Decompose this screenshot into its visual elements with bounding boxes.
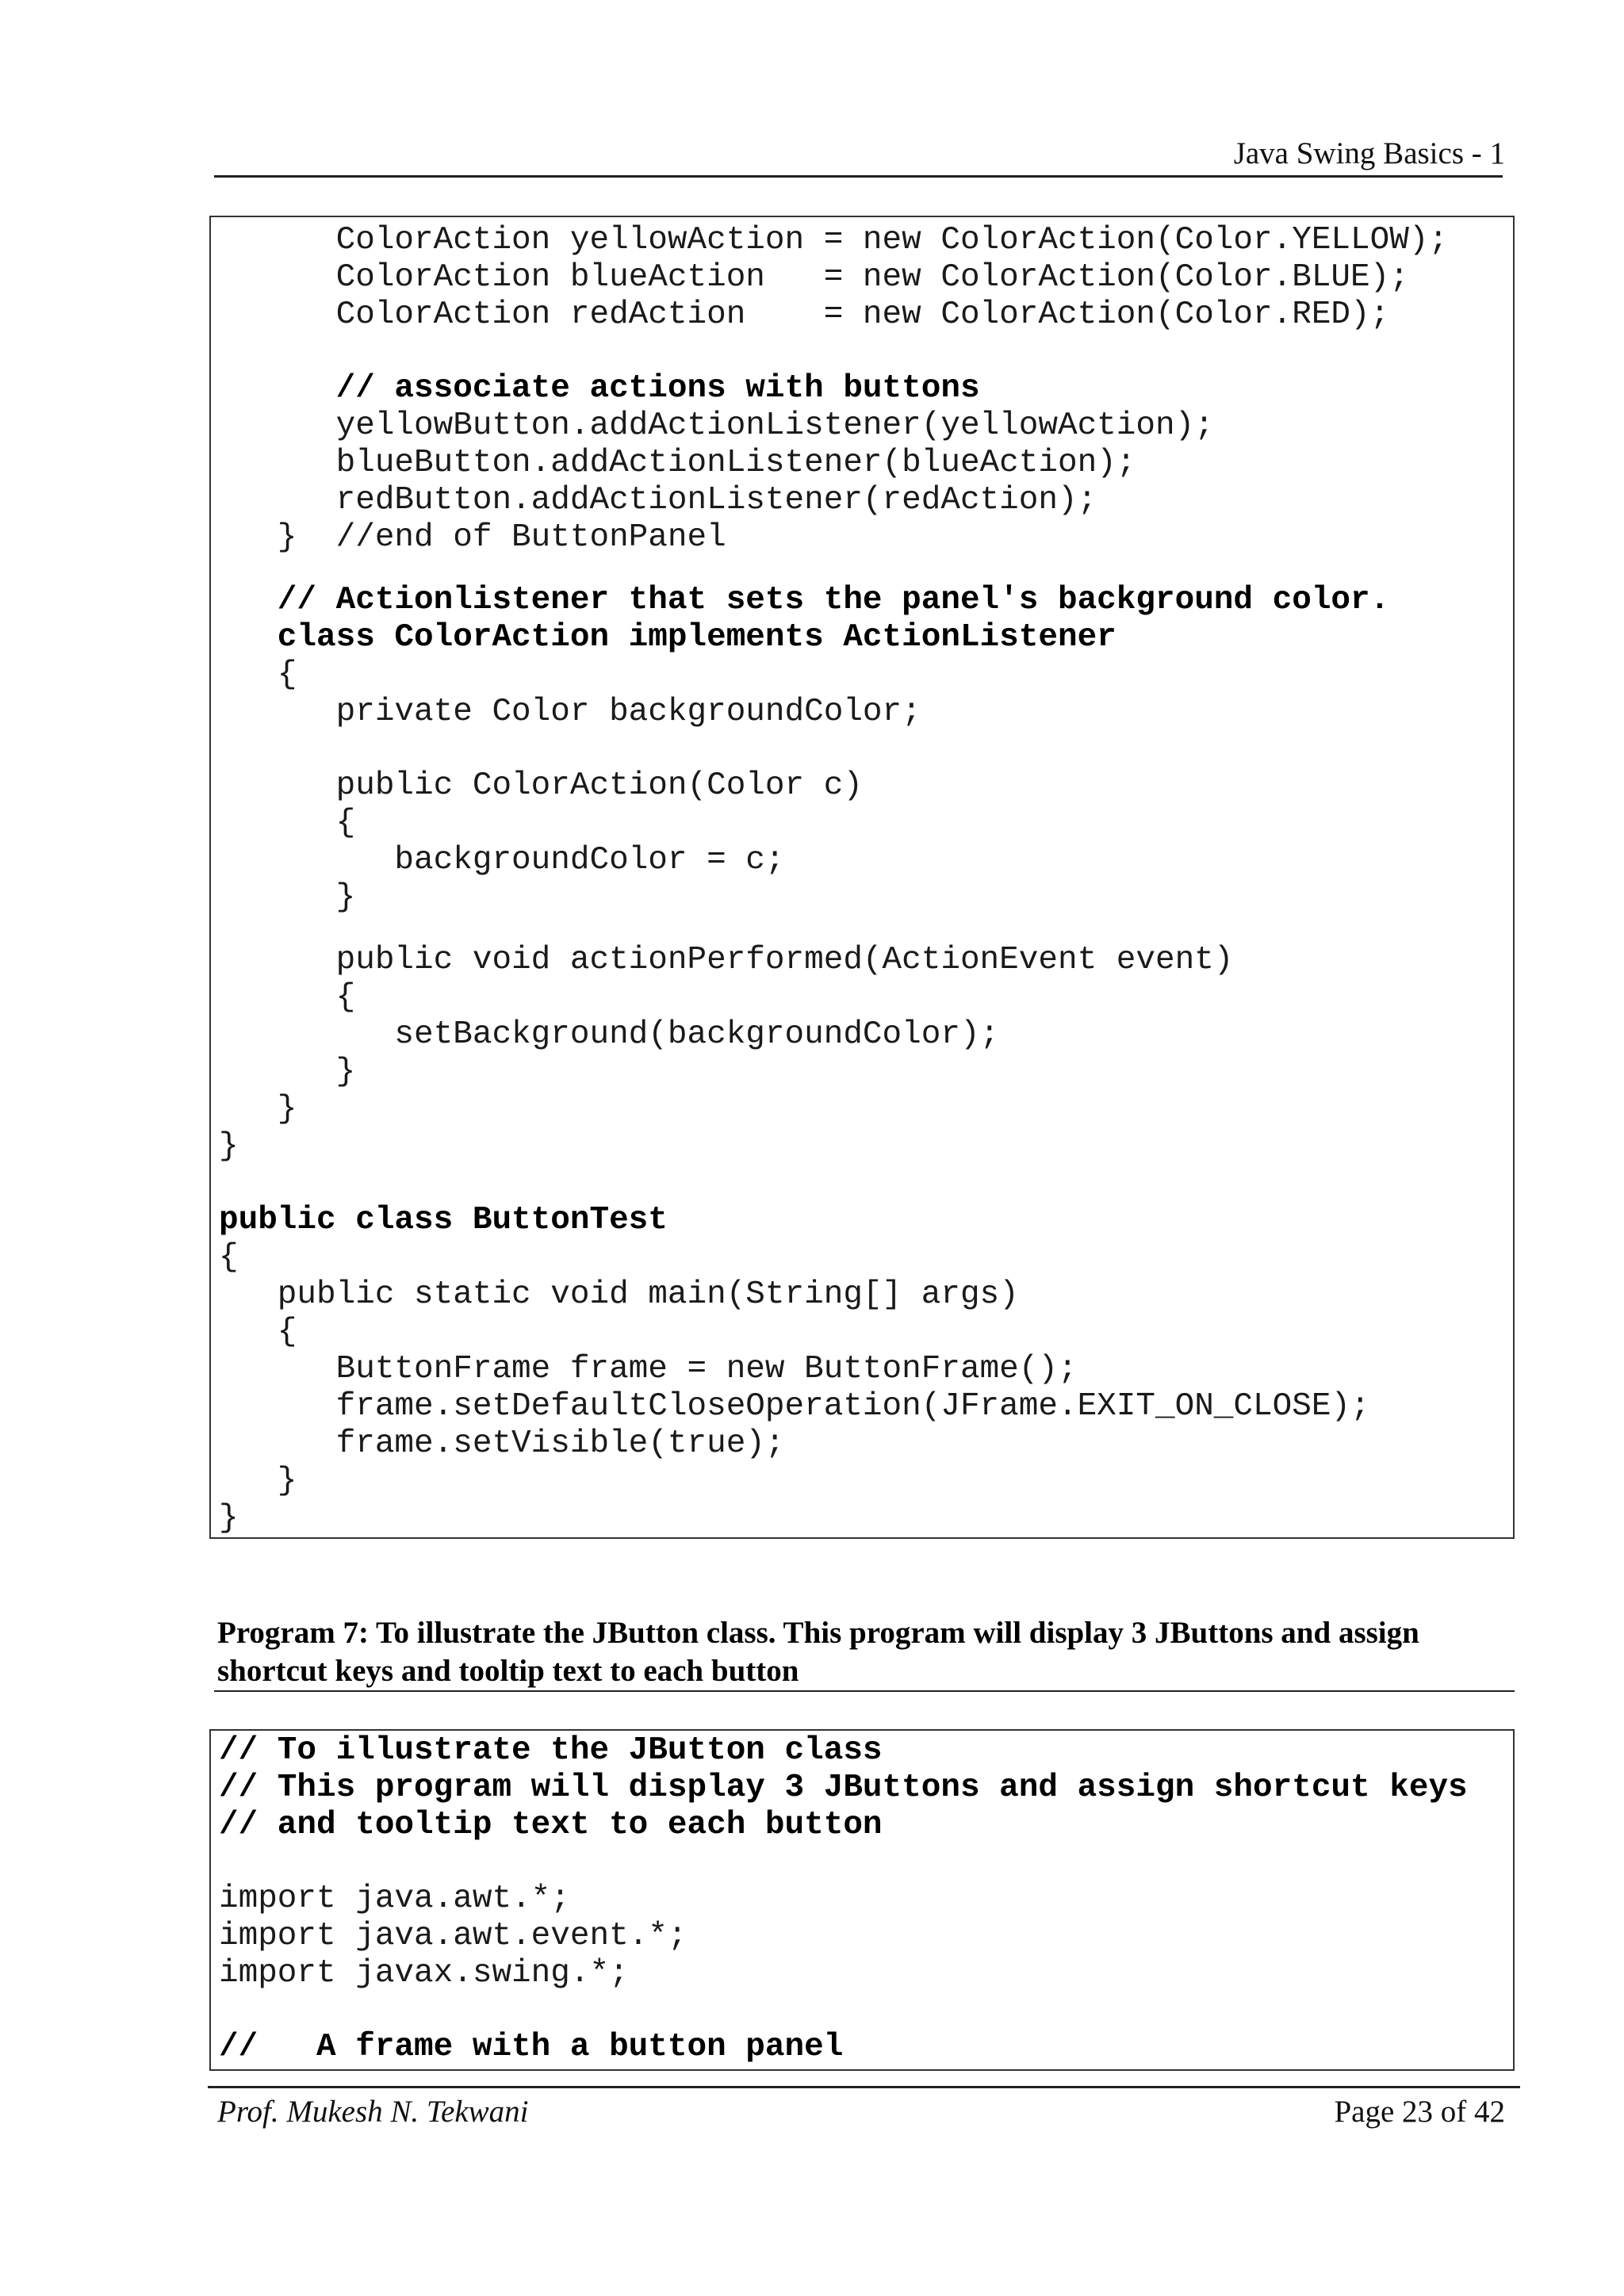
code-line: ColorAction yellowAction = new ColorAction(Color.YELLOW);: [219, 222, 1449, 258]
code-comment-line: // associate actions with buttons: [219, 370, 980, 407]
code-line: }: [219, 879, 356, 916]
code-line: redButton.addActionListener(redAction);: [219, 482, 1097, 519]
code-line: import java.awt.*;: [219, 1881, 570, 1917]
code-comment-line: // This program will display 3 JButtons and assign shortcut keys: [219, 1770, 1468, 1806]
code-line: public static void main(String[] args): [219, 1276, 1019, 1313]
code-line: }: [219, 1091, 297, 1127]
code-line: {: [219, 656, 297, 693]
code-line: blueButton.addActionListener(blueAction);: [219, 445, 1136, 481]
code-line: import java.awt.event.*;: [219, 1918, 688, 1954]
code-line: public void actionPerformed(ActionEvent event): [219, 942, 1234, 978]
code-line: } //end of ButtonPanel: [219, 519, 726, 556]
code-comment-line: class ColorAction implements ActionListener: [219, 619, 1116, 656]
footer-page-number: Page 23 of 42: [1334, 2095, 1505, 2129]
code-line: backgroundColor = c;: [219, 842, 785, 878]
code-line: frame.setVisible(true);: [219, 1425, 785, 1462]
code-line: }: [219, 1463, 297, 1499]
code-comment-line: // and tooltip text to each button: [219, 1807, 883, 1843]
code-block: [209, 216, 1515, 1539]
code-line: import javax.swing.*;: [219, 1955, 629, 1992]
code-line: {: [219, 979, 356, 1016]
code-comment-line: // To illustrate the JButton class: [219, 1732, 883, 1769]
code-line: ButtonFrame frame = new ButtonFrame();: [219, 1351, 1078, 1387]
code-comment-line: // Actionlistener that sets the panel's background color.: [219, 582, 1390, 618]
code-line: private Color backgroundColor;: [219, 694, 921, 730]
code-line: }: [219, 1500, 239, 1536]
code-line: {: [219, 805, 356, 841]
header-title: Java Swing Basics - 1: [1233, 136, 1505, 170]
program-heading: Program 7: To illustrate the JButton class. This program will display 3 JButtons and assign shortcut keys and tooltip text to each button: [217, 1616, 1419, 1688]
header-rule: [214, 175, 1503, 178]
code-line: frame.setDefaultCloseOperation(JFrame.EXIT_ON_CLOSE);: [219, 1388, 1370, 1425]
code-line: ColorAction blueAction = new ColorAction(Color.BLUE);: [219, 259, 1409, 296]
code-line: public ColorAction(Color c): [219, 767, 863, 804]
code-line: yellowButton.addActionListener(yellowAction);: [219, 408, 1214, 444]
code-comment-line: public class ButtonTest: [219, 1202, 668, 1238]
code-line: ColorAction redAction = new ColorAction(Color.RED);: [219, 297, 1390, 333]
code-line: }: [219, 1054, 356, 1090]
footer-author: Prof. Mukesh N. Tekwani: [217, 2095, 529, 2129]
code-line: {: [219, 1314, 297, 1350]
code-line: }: [219, 1128, 239, 1165]
code-block: [209, 1729, 1515, 2071]
heading-rule: [214, 1690, 1515, 1692]
code-line: {: [219, 1239, 239, 1276]
code-line: setBackground(backgroundColor);: [219, 1016, 1000, 1053]
code-comment-line: // A frame with a button panel: [219, 2029, 844, 2065]
footer-rule: [208, 2086, 1520, 2088]
